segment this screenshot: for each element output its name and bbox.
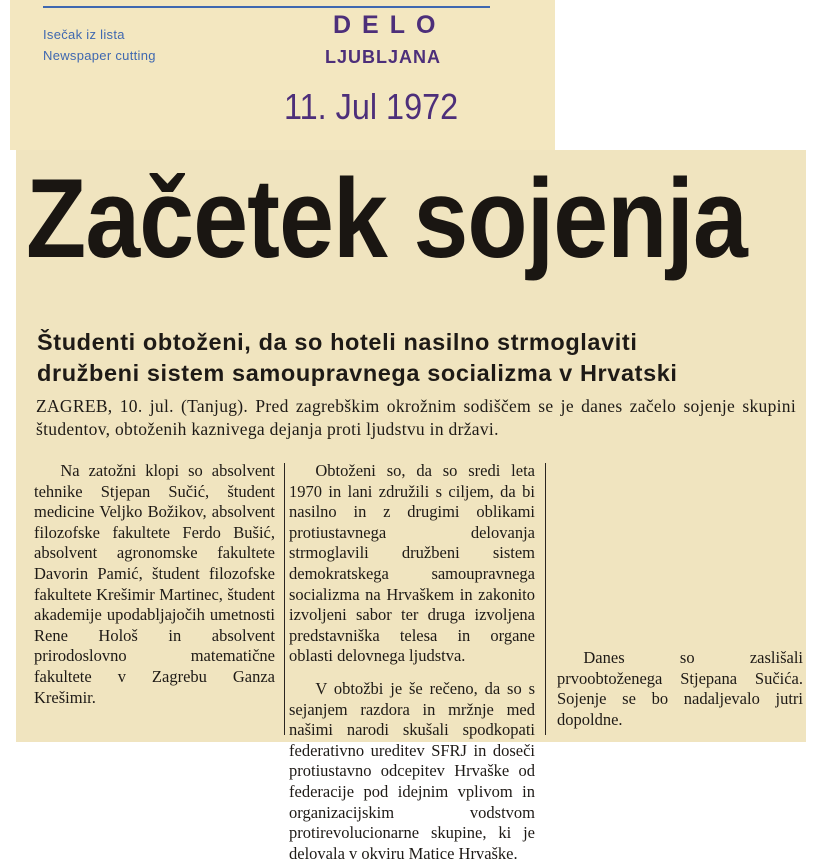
article-deck-line-2: družbeni sistem samoupravnega socializma v Hrvatski <box>37 360 678 386</box>
column-3-paragraph: Danes so zaslišali prvoobtoženega Stjepana Sučića. Sojenje se bo nadaljevalo jutri dopoldne. <box>557 648 803 729</box>
slip-label-english: Newspaper cutting <box>43 48 156 63</box>
stamp-paper-name: DELO <box>333 11 447 39</box>
column-rule-1 <box>284 463 285 735</box>
stamp-city: LJUBLJANA <box>325 47 442 67</box>
stamp-date: 11. Jul 1972 <box>284 86 459 127</box>
clipping-service-slip <box>10 0 555 150</box>
column-2-paragraph-2: V obtožbi je še rečeno, da so s sejanjem razdora in mržnje med našimi narodi skušali spodkopati federativno ureditev SFRJ in doseči protiustavno odcepitev Hrvaške od federacije pod idejnim vplivom in organizacijskim vodstvom protirevolucionarne skupine, ki je delovala v okviru Matice Hrvaške. <box>289 678 535 863</box>
article-column-2 <box>289 461 535 864</box>
article-headline: Začetek sojenja <box>26 156 747 281</box>
slip-label-local: Isečak iz lista <box>43 27 125 42</box>
column-rule-2 <box>545 463 546 735</box>
article-column-3 <box>557 648 803 730</box>
article-deck-line-1: Študenti obtoženi, da so hoteli nasilno strmoglaviti <box>37 329 638 355</box>
slip-top-rule <box>43 6 490 8</box>
column-1-paragraph: Na zatožni klopi so absolvent tehnike Stjepan Sučić, študent medicine Veljko Božikov, absolvent filozofske fakultete Ferdo Bušić, absolvent agronomske fakultete Davorin Pamić, študent filozofske fakultete Krešimir Martinec, študent akademije upodabljajočih umetnosti Rene Hološ in absolvent prirodoslovno matematične fakultete v Zagrebu Ganza Krešimir. <box>34 461 275 707</box>
column-2-paragraph-1: Obtoženi so, da so sredi leta 1970 in lani združili s ciljem, da bi nasilno in z drugimi oblikami protiustavnega delovanja strmoglavili družbeni sistem demokratskega samoupravnega socializma na Hrvaškem in zakonito izvoljeni sabor ter druga izvoljena predstavniška telesa in organe oblasti delovnega ljudstva. <box>289 461 535 666</box>
article-lead: ZAGREB, 10. jul. (Tanjug). Pred zagrebškim okrožnim sodiščem se je danes začelo sojenje skupini študentov, obtoženih kaznivega dejanja proti ljudstvu in državi. <box>36 396 796 439</box>
article-column-1 <box>34 461 275 708</box>
